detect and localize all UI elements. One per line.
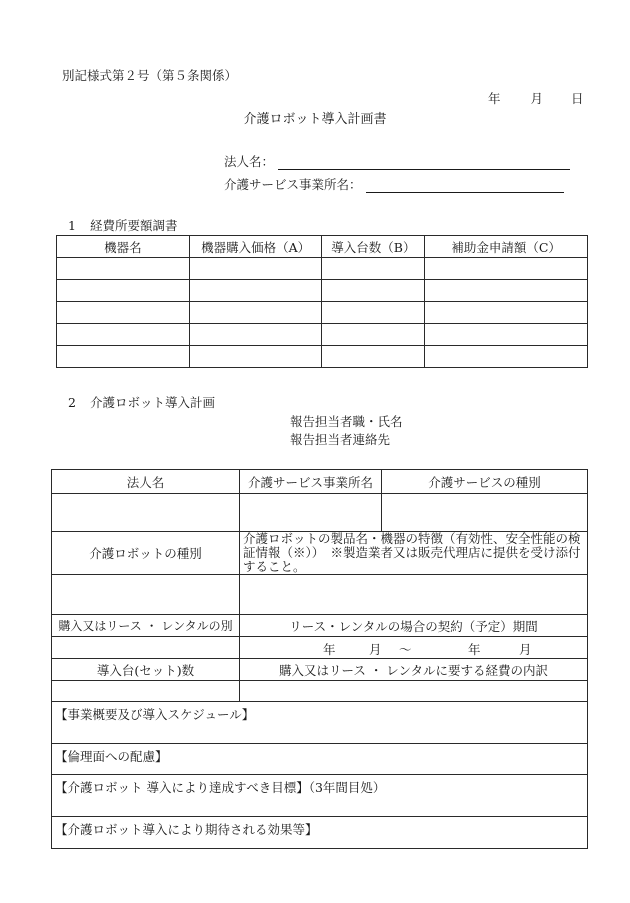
cost-table-row [57, 346, 588, 368]
lease-period-label: リース・レンタルの場合の契約（予定）期間 [240, 615, 588, 637]
cost-table-cell[interactable] [189, 258, 322, 280]
cost-table-row [57, 302, 588, 324]
cost-table-body [57, 258, 588, 368]
product-info-label: 介護ロボットの製品名・機器の特徴（有効性、安全性能の検証情報（※）） ※製造業者又は販売代理店に提供を受け添付すること。 [240, 532, 588, 575]
period-year-2: 年 [468, 641, 481, 657]
effects-row [52, 817, 588, 849]
cost-table [56, 235, 588, 368]
document-title: 介護ロボット導入計画書 [243, 112, 387, 127]
office-name-field[interactable] [366, 179, 564, 193]
service-type-header: 介護サービスの種別 [382, 470, 588, 494]
cost-table-cell[interactable] [189, 280, 322, 302]
plan-table [51, 469, 588, 849]
ethics-cell[interactable]: 【倫理面への配慮】 [52, 744, 588, 775]
overview-row [52, 702, 588, 744]
date-line [488, 89, 584, 107]
units-row [52, 659, 588, 681]
cost-table-row [57, 280, 588, 302]
period-tilde: ～ [399, 641, 412, 657]
product-info-cell[interactable] [240, 575, 588, 615]
section-1-number: 1 [68, 218, 76, 233]
goals-row [52, 775, 588, 817]
period-month-1: 月 [369, 641, 382, 657]
office-name-header: 介護サービス事業所名 [240, 470, 382, 494]
ethics-row [52, 744, 588, 775]
cost-table-cell[interactable] [189, 302, 322, 324]
cost-table-row [57, 258, 588, 280]
cost-table-cell[interactable] [57, 280, 190, 302]
section-1-title: 経費所要額調書 [90, 218, 178, 233]
col-device-name: 機器名 [57, 236, 190, 258]
period-month-2: 月 [519, 641, 532, 657]
cost-table-cell[interactable] [322, 346, 425, 368]
section-2-number: 2 [68, 395, 76, 410]
purchase-or-lease-label: 購入又はリース ・ レンタルの別 [52, 615, 240, 637]
office-name-row [224, 175, 564, 193]
cost-table-cell[interactable] [322, 302, 425, 324]
overview-schedule-cell[interactable]: 【事業概要及び導入スケジュール】 [52, 702, 588, 744]
cost-table-cell[interactable] [425, 346, 588, 368]
cost-table-cell[interactable] [57, 346, 190, 368]
period-row [52, 637, 588, 659]
cost-table-cell[interactable] [189, 324, 322, 346]
cost-table-row [57, 324, 588, 346]
corp-name-header: 法人名 [52, 470, 240, 494]
cost-table-cell[interactable] [425, 280, 588, 302]
office-name-cell[interactable] [240, 494, 382, 532]
corp-name-cell[interactable] [52, 494, 240, 532]
section-1-heading [68, 216, 178, 234]
corp-name-row [224, 152, 570, 170]
robot-type-row [52, 532, 588, 575]
cost-table-cell[interactable] [425, 302, 588, 324]
cost-table-cell[interactable] [425, 324, 588, 346]
purchase-row [52, 615, 588, 637]
cost-table-cell[interactable] [57, 324, 190, 346]
cost-table-cell[interactable] [322, 258, 425, 280]
section-2-heading [68, 393, 215, 411]
cost-table-cell[interactable] [57, 258, 190, 280]
date-year: 年 [488, 91, 501, 106]
section-2-title: 介護ロボット導入計画 [90, 395, 216, 410]
robot-input-row [52, 575, 588, 615]
units-cell[interactable] [52, 681, 240, 702]
date-day: 日 [571, 91, 584, 106]
date-month: 月 [530, 91, 544, 106]
office-name-label: 介護サービス事業所名： [224, 177, 362, 192]
units-input-row [52, 681, 588, 702]
cost-table-header-row [57, 236, 588, 258]
reporter-name-label: 報告担当者職・氏名 [290, 414, 403, 429]
goals-cell[interactable]: 【介護ロボット 導入により達成すべき目標】（3年間目処） [52, 775, 588, 817]
cost-table-cell[interactable] [57, 302, 190, 324]
robot-type-cell[interactable] [52, 575, 240, 615]
expected-effects-cell[interactable]: 【介護ロボット導入により期待される効果等】 [52, 817, 588, 849]
units-label: 導入台(セット)数 [52, 659, 240, 681]
reporter-contact-label: 報告担当者連絡先 [290, 432, 391, 447]
cost-breakdown-cell[interactable] [240, 681, 588, 702]
cost-table-cell[interactable] [322, 324, 425, 346]
col-subsidy-amount: 補助金申請額（C） [425, 236, 588, 258]
purchase-or-lease-cell[interactable] [52, 637, 240, 659]
period-cell[interactable] [240, 637, 588, 659]
plan-input-row-1 [52, 494, 588, 532]
form-label: 別記様式第２号（第５条関係） [62, 68, 238, 83]
cost-table-cell[interactable] [322, 280, 425, 302]
plan-header-row [52, 470, 588, 494]
robot-type-label: 介護ロボットの種別 [52, 532, 240, 575]
corp-name-label: 法人名： [224, 154, 275, 169]
cost-table-cell[interactable] [189, 346, 322, 368]
period-year-1: 年 [323, 641, 336, 657]
col-units: 導入台数（B） [322, 236, 425, 258]
col-purchase-price: 機器購入価格（A） [189, 236, 322, 258]
cost-table-cell[interactable] [425, 258, 588, 280]
cost-breakdown-label: 購入又はリース ・ レンタルに要する経費の内訳 [240, 659, 588, 681]
service-type-cell[interactable] [382, 494, 588, 532]
reporter-info [290, 413, 403, 449]
corp-name-field[interactable] [278, 156, 570, 170]
